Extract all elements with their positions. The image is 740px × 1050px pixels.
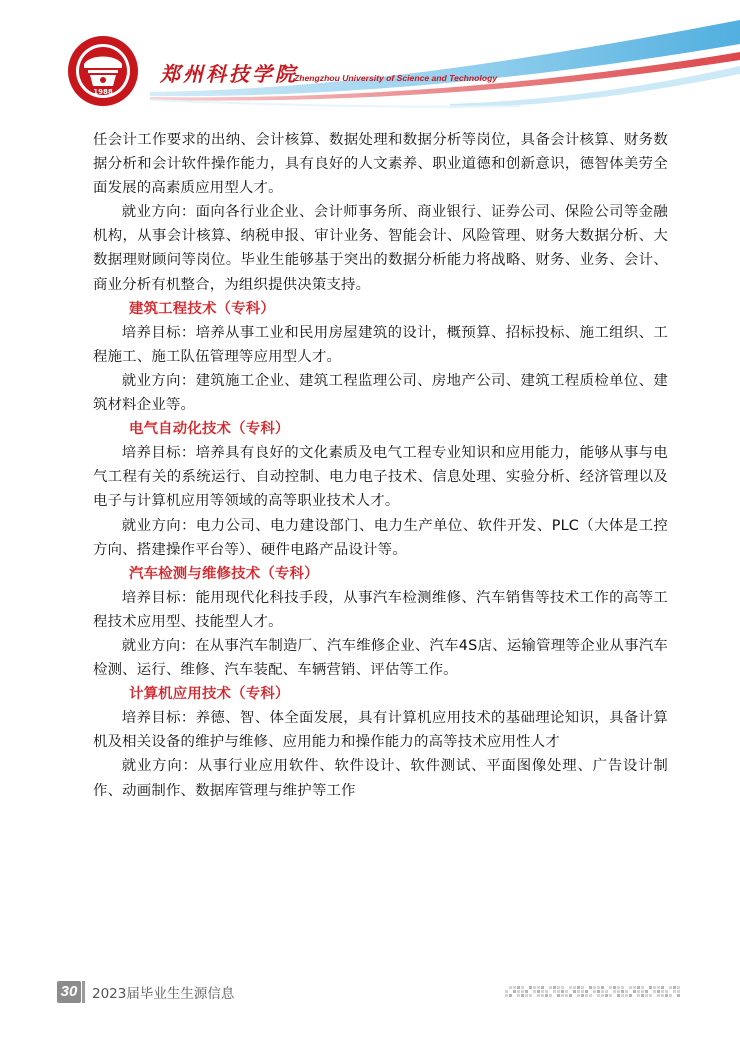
footer-dot bbox=[629, 994, 632, 997]
body-paragraph: 任会计工作要求的出纳、会计核算、数据处理和数据分析等岗位，具备会计核算、财务数据分析和会计软件操作能力，具有良好的人文素养、职业道德和创新意识，德智体美劳全面发展的高素质应用型人才。 bbox=[93, 132, 668, 197]
footer-dot bbox=[509, 994, 512, 997]
footer-dot bbox=[637, 994, 640, 997]
footer-dot bbox=[601, 986, 604, 989]
footer-dot bbox=[665, 990, 668, 993]
footer-dot bbox=[581, 990, 584, 993]
footer-dot bbox=[677, 986, 680, 989]
footer-dot bbox=[565, 990, 568, 993]
footer-dot-pattern bbox=[505, 984, 685, 1000]
footer-dot bbox=[657, 990, 660, 993]
footer-dot bbox=[569, 994, 572, 997]
footer-dot bbox=[641, 994, 644, 997]
footer-dot bbox=[605, 994, 608, 997]
footer-dot bbox=[661, 986, 664, 989]
footer-dot bbox=[557, 994, 560, 997]
footer-dot bbox=[577, 994, 580, 997]
body-paragraph: 就业方向：建筑施工企业、建筑工程监理公司、房地产公司、建筑工程质检单位、建筑材料企业等。 bbox=[93, 372, 668, 414]
main-text-content bbox=[93, 128, 668, 803]
footer-dot bbox=[589, 986, 592, 989]
footer-dot bbox=[653, 986, 656, 989]
footer-dot bbox=[581, 986, 584, 989]
footer-dot bbox=[577, 986, 580, 989]
footer-dot bbox=[601, 990, 604, 993]
footer-dot bbox=[613, 986, 616, 989]
footer-dot bbox=[573, 990, 576, 993]
footer-dot bbox=[581, 994, 584, 997]
footer-dot bbox=[513, 990, 516, 993]
body-paragraph: 培养目标：培养具有良好的文化素质及电气工程专业知识和应用能力，能够从事与电气工程有关的系统运行、自动控制、电力电子技术、信息处理、实验分析、经济管理以及电子与计算机应用等领域的高等职业技术人才。 bbox=[93, 445, 668, 510]
section-heading: 建筑工程技术（专科） bbox=[129, 300, 275, 317]
footer-dot bbox=[593, 990, 596, 993]
footer-dot bbox=[597, 986, 600, 989]
footer-dot bbox=[521, 990, 524, 993]
page-footer bbox=[0, 976, 740, 1016]
footer-dot bbox=[617, 990, 620, 993]
footer-dot bbox=[665, 994, 668, 997]
footer-dot bbox=[573, 986, 576, 989]
footer-dot bbox=[625, 990, 628, 993]
footer-dot bbox=[569, 986, 572, 989]
footer-dot bbox=[561, 994, 564, 997]
footer-dot bbox=[537, 994, 540, 997]
footer-dot bbox=[621, 990, 624, 993]
footer-dot bbox=[637, 990, 640, 993]
footer-dot bbox=[609, 994, 612, 997]
body-paragraph: 就业方向：面向各行业企业、会计师事务所、商业银行、证券公司、保险公司等金融机构，从事会计核算、纳税申报、审计业务、智能会计、风险管理、财务大数据分析、大数据理财顾问等岗位。毕业生能够基于突出的数据分析能力将战略、财务、业务、会计、商业分析有机整合，为组织提供决策支持。 bbox=[93, 204, 668, 293]
footer-dot bbox=[533, 990, 536, 993]
section-heading: 汽车检测与维修技术（专科） bbox=[129, 565, 319, 582]
footer-dot bbox=[505, 990, 508, 993]
footer-dot bbox=[561, 990, 564, 993]
footer-dot bbox=[621, 994, 624, 997]
footer-dot bbox=[561, 986, 564, 989]
footer-dot bbox=[601, 994, 604, 997]
body-paragraph: 就业方向：在从事汽车制造厂、汽车维修企业、汽车4S店、运输管理等企业从事汽车检测、运行、维修、汽车装配、车辆营销、评估等工作。 bbox=[93, 637, 668, 679]
footer-dot bbox=[637, 986, 640, 989]
footer-dot bbox=[589, 994, 592, 997]
footer-dot bbox=[633, 990, 636, 993]
footer-dot bbox=[549, 994, 552, 997]
footer-dot bbox=[537, 986, 540, 989]
footer-divider bbox=[82, 981, 85, 1003]
logo-year: 1988 bbox=[93, 88, 113, 96]
footer-dot bbox=[597, 994, 600, 997]
footer-dot bbox=[645, 990, 648, 993]
footer-dot bbox=[617, 994, 620, 997]
footer-dot bbox=[677, 990, 680, 993]
body-paragraph: 培养目标：能用现代化科技手段，从事汽车检测维修、汽车销售等技术工作的高等工程技术应用型、技能型人才。 bbox=[93, 589, 668, 630]
footer-dot bbox=[625, 994, 628, 997]
footer-dot bbox=[669, 994, 672, 997]
footer-dot bbox=[549, 986, 552, 989]
footer-dot bbox=[585, 994, 588, 997]
body-paragraph: 就业方向：电力公司、电力建设部门、电力生产单位、软件开发、PLC（大体是工控方向、搭建操作平台等）、硬件电路产品设计等。 bbox=[93, 517, 668, 558]
footer-dot bbox=[629, 986, 632, 989]
footer-dot bbox=[673, 990, 676, 993]
university-name-chinese: 郑州科技学院 bbox=[160, 62, 298, 86]
footer-dot bbox=[661, 990, 664, 993]
footer-dot bbox=[653, 990, 656, 993]
page-number: 30 bbox=[57, 981, 81, 1003]
footer-dot bbox=[513, 986, 516, 989]
footer-dot bbox=[533, 986, 536, 989]
footer-dot bbox=[517, 990, 520, 993]
footer-dot bbox=[505, 994, 508, 997]
footer-dot bbox=[669, 986, 672, 989]
footer-dot bbox=[521, 994, 524, 997]
footer-dot bbox=[553, 986, 556, 989]
footer-dot bbox=[577, 990, 580, 993]
footer-dot bbox=[613, 990, 616, 993]
footer-dot bbox=[585, 990, 588, 993]
footer-dot bbox=[645, 994, 648, 997]
footer-dot bbox=[537, 990, 540, 993]
footer-dot bbox=[545, 994, 548, 997]
body-paragraph: 培养目标：培养从事工业和民用房屋建筑的设计，概预算、招标投标、施工组织、工程施工、施工队伍管理等应用型人才。 bbox=[93, 324, 668, 365]
footer-dot bbox=[677, 994, 680, 997]
body-paragraph: 培养目标：养德、智、体全面发展，具有计算机应用技术的基础理论知识，具备计算机及相关设备的维护与维修、应用能力和操作能力的高等技术应用性人才 bbox=[93, 710, 668, 751]
footer-dot bbox=[541, 994, 544, 997]
footer-dot bbox=[641, 990, 644, 993]
footer-dot bbox=[557, 986, 560, 989]
footer-dot bbox=[565, 994, 568, 997]
footer-dot bbox=[605, 990, 608, 993]
footer-dot bbox=[553, 990, 556, 993]
footer-dot bbox=[541, 990, 544, 993]
footer-dot bbox=[517, 994, 520, 997]
footer-dot bbox=[617, 986, 620, 989]
footer-dot bbox=[597, 990, 600, 993]
footer-dot bbox=[509, 986, 512, 989]
footer-dot bbox=[529, 986, 532, 989]
footer-dot bbox=[649, 994, 652, 997]
footer-dot bbox=[525, 990, 528, 993]
footer-title: 2023届毕业生生源信息 bbox=[92, 986, 235, 1002]
section-heading: 计算机应用技术（专科） bbox=[129, 686, 290, 703]
footer-dot bbox=[649, 986, 652, 989]
footer-dot bbox=[641, 986, 644, 989]
footer-dot bbox=[609, 986, 612, 989]
page-header bbox=[0, 0, 740, 118]
footer-dot bbox=[529, 994, 532, 997]
body-paragraph: 就业方向：从事行业应用软件、软件设计、软件测试、平面图像处理、广告设计制作、动画制作、数据库管理与维护等工作 bbox=[93, 758, 668, 799]
footer-dot bbox=[517, 986, 520, 989]
footer-dot bbox=[541, 986, 544, 989]
footer-dot bbox=[621, 986, 624, 989]
footer-dot bbox=[657, 986, 660, 989]
university-logo-seal bbox=[66, 34, 140, 108]
footer-dot bbox=[521, 986, 524, 989]
footer-dot bbox=[633, 986, 636, 989]
footer-dot bbox=[593, 986, 596, 989]
footer-dot bbox=[525, 994, 528, 997]
footer-dot bbox=[661, 994, 664, 997]
footer-dot bbox=[545, 990, 548, 993]
footer-dot bbox=[657, 994, 660, 997]
university-name-english: Zhengzhou University of Science and Technology bbox=[294, 73, 498, 83]
footer-dot bbox=[673, 986, 676, 989]
section-heading: 电气自动化技术（专科） bbox=[129, 421, 290, 438]
footer-dot bbox=[557, 990, 560, 993]
